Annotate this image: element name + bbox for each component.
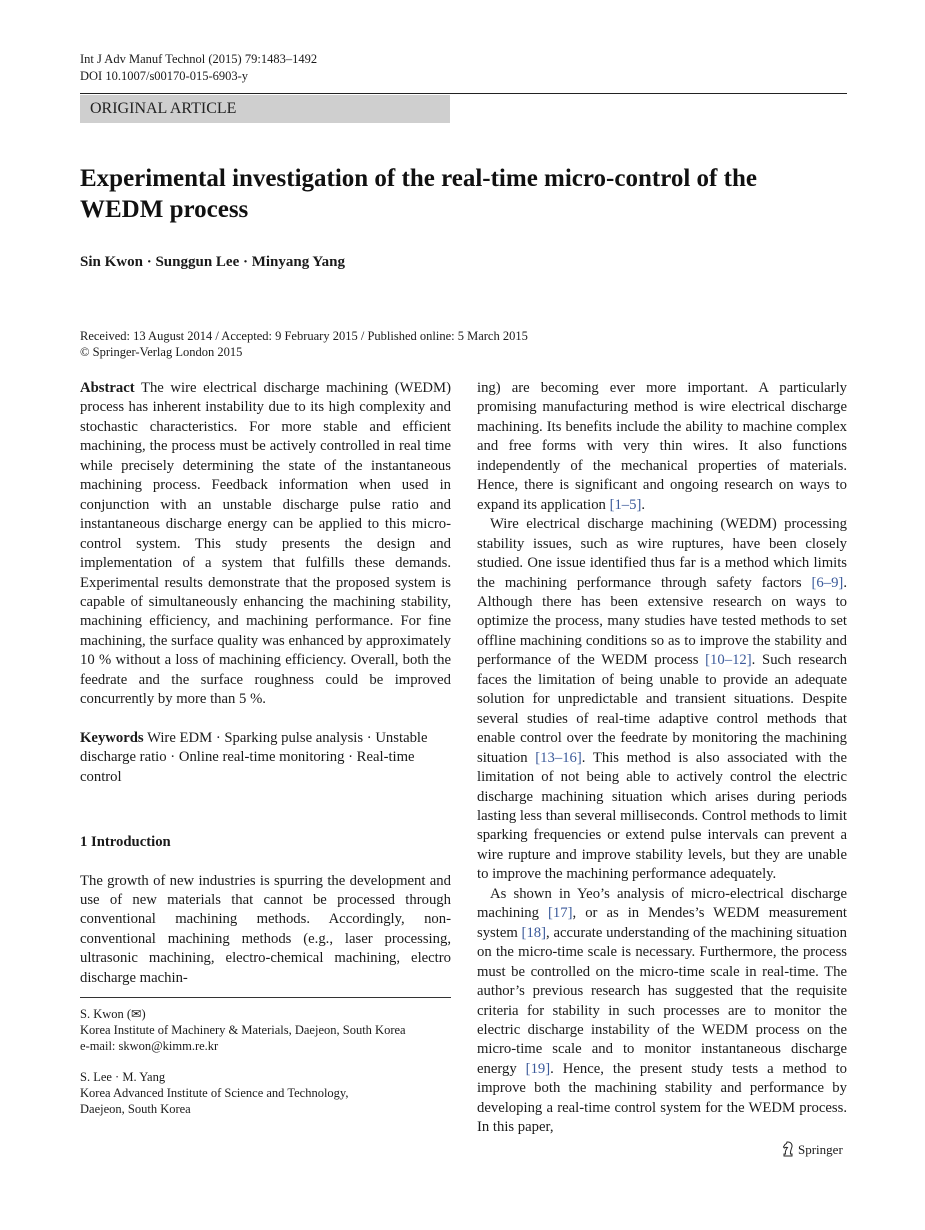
journal-citation: Int J Adv Manuf Technol (2015) 79:1483–1492 <box>80 52 318 66</box>
author-email[interactable]: e-mail: skwon@kimm.re.kr <box>80 1039 219 1053</box>
paragraph-text: Wire electrical discharge machining (WEDM) processing stability issues, such as wire ruptures, have been closely studied. One issue identified thus far is a method which limits the machining performance through safety factors <box>477 516 847 591</box>
corresponding-author-name: S. Kwon (✉) <box>80 1007 146 1021</box>
right-column <box>477 379 847 1138</box>
citation-link[interactable]: [6–9] <box>811 574 844 591</box>
footnote-spacer <box>80 1054 451 1069</box>
paragraph-text: . This method is also associated with the limitation of not being able to actively control the electric discharge machining situation which arises during periods lasting less than several milliseconds. Control methods to limit sparking frequencies or extend pulse intervals can prevent a wire rupture and improve stability levels, but they are unable to improve the machining performance adequately. <box>477 749 847 883</box>
copyright-notice: © Springer-Verlag London 2015 <box>80 345 243 359</box>
intro-paragraph-1: The growth of new industries is spurring the development and use of new materials that cannot be processed through conventional machining methods. Accordingly, non-conventional machining methods (e.g., laser processing, ultrasonic machining, electro-chemical machining, electro discharge machin- <box>80 872 451 986</box>
citation-link[interactable]: [1–5] <box>609 496 642 513</box>
citation-link[interactable]: [17] <box>548 905 573 922</box>
citation-link[interactable]: [10–12] <box>705 652 752 669</box>
section-heading-introduction: 1 Introduction <box>80 834 171 851</box>
header-rule <box>80 93 847 94</box>
author-list: Sin Kwon · Sunggun Lee · Minyang Yang <box>80 254 345 270</box>
abstract-text: The wire electrical discharge machining (WEDM) process has inherent instability due to its high complexity and stochastic characteristics. For more stable and efficient machining, the process must be actively controlled in real time while precisely determining the state of the instantaneous machining process. Feedback information when used in conjunction with an unstable discharge pulse ratio and instantaneous discharge energy can be applied to this micro-control system. This study presents the design and implementation of a system that fulfills these demands. Experimental results demonstrate that the proposed system is capable of simultaneously enhancing the machining stability, machining efficiency, and machining performance. For fine machining, the surface quality was enhanced by approximately 10 % without a loss of machining efficiency. Overall, both the feedrate and the surface roughness could be improved concurrently by more than 5 %. <box>80 380 451 708</box>
author-affiliation: Korea Institute of Machinery & Materials, Daejeon, South Korea <box>80 1023 406 1037</box>
abstract-label: Abstract <box>80 380 135 396</box>
paragraph-text: . Such research faces the limitation of being unable to provide an adequate solution for unpredictable and transient situations. Despite several studies of real-time adaptive control methods that enable control over the feedrate by monitoring the machining situation <box>477 652 848 766</box>
abstract-paragraph <box>80 379 451 710</box>
coauthor-names: S. Lee · M. Yang <box>80 1070 166 1084</box>
article-type-label: ORIGINAL ARTICLE <box>90 100 237 117</box>
author-affiliation: Daejeon, South Korea <box>80 1102 191 1116</box>
article-type-bar <box>80 95 450 123</box>
article-title: Experimental investigation of the real-time micro-control of the WEDM process <box>80 165 757 223</box>
paragraph-text: , accurate understanding of the machining situation on the micro-time scale is necessary. Furthermore, the process must be controlled on the micro-time scale in real-time. The author’s previous research has suggested that the requisite criteria for stability in such processes are to monitor the electric discharge instability of the WEDM process on the micro-time scale and to monitor instantaneous discharge energy <box>477 924 847 1077</box>
keywords-paragraph <box>80 729 451 787</box>
intro-paragraph-1-continued: ing) are becoming ever more important. A particularly promising manufacturing method is wire electrical discharge machining. Its benefits include the ability to machine complex and free forms with very thin wires. It also functions independently of the mechanical properties of materials. Hence, there is significant and ongoing research on ways to expand its application [1–5]. <box>477 380 847 513</box>
keywords-label: Keywords <box>80 729 144 746</box>
footnote-rule <box>80 997 451 998</box>
paragraph-text: As shown in Yeo’s analysis of micro-electrical discharge machining <box>477 885 847 922</box>
author-affiliations <box>80 1006 451 1117</box>
paragraph-text: , or as in Mendes’s WEDM measurement system <box>477 905 847 941</box>
intro-paragraph-2 <box>477 515 847 885</box>
publication-dates: Received: 13 August 2014 / Accepted: 9 February 2015 / Published online: 5 March 2015 <box>80 329 528 343</box>
chess-knight-icon <box>781 1141 795 1157</box>
citation-link[interactable]: [18] <box>521 924 547 941</box>
paragraph-text: . Although there has been extensive research on ways to optimize the process, many studies have tested methods to set offline machining conditions so as to improve the stability and performance of the WEDM process <box>477 574 847 669</box>
paragraph-text: ing) are becoming ever more important. A particularly promising manufacturing method is wire electrical discharge machining. Its benefits include the ability to machine complex and free forms with very thin wires. It also functions independently of the mechanical properties of materials. Hence, there is significant and ongoing research on ways to expand its application <box>477 380 847 513</box>
publisher-logo <box>781 1141 843 1158</box>
doi-line: DOI 10.1007/s00170-015-6903-y <box>80 69 249 83</box>
citation-link[interactable]: [19] <box>525 1060 551 1077</box>
left-column <box>80 379 451 988</box>
author-affiliation: Korea Advanced Institute of Science and Technology, <box>80 1086 349 1100</box>
intro-paragraph-3 <box>477 885 847 1138</box>
publisher-name: Springer <box>798 1142 843 1157</box>
paragraph-text: . Hence, the present study tests a method to improve both the machining stability and performance by developing a real-time control system for the WEDM process. In this paper, <box>477 1060 847 1136</box>
keywords-text: Wire EDM · Sparking pulse analysis · Unstable discharge ratio · Online real-time monitoring · Real-time control <box>80 729 428 785</box>
citation-link[interactable]: [13–16] <box>535 749 582 766</box>
